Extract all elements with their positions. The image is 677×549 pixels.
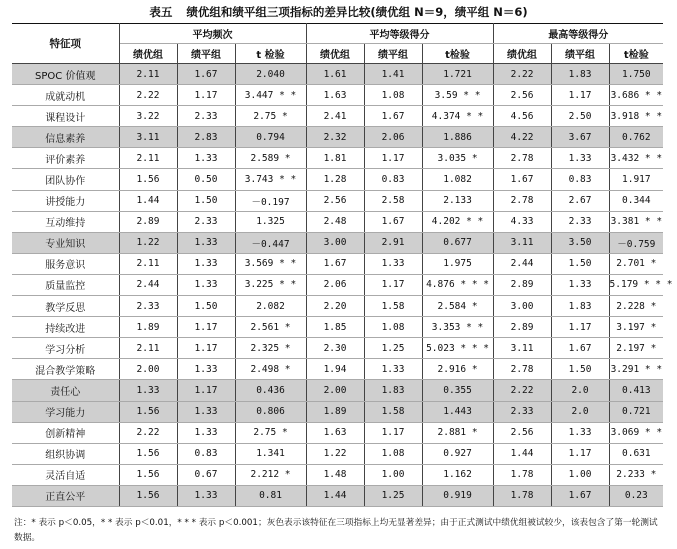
table-cell: 2.33 [177,106,235,127]
table-cell: 2.33 [493,401,551,422]
table-row [12,422,663,443]
table-cell: 3.069 * * [609,422,663,443]
table-cell: 1.67 [306,253,364,274]
table-cell: 2.56 [306,190,364,211]
table-cell: 2.197 * [609,338,663,359]
table-cell: 1.44 [493,443,551,464]
table-cell: 1.00 [551,464,609,485]
table-cell: 1.17 [551,85,609,106]
table-cell: 3.569 * * [235,253,306,274]
table-cell: 3.447 * * [235,85,306,106]
table-cell: 1.341 [235,443,306,464]
table-cell: 0.83 [551,169,609,190]
table-cell: 2.44 [119,274,177,295]
table-cell: 2.701 * [609,253,663,274]
table-cell: 1.67 [551,338,609,359]
table-cell: 1.67 [364,211,422,232]
table-row [12,443,663,464]
table-cell: 0.413 [609,380,663,401]
table-cell: 2.78 [493,190,551,211]
table-cell: 2.589 * [235,148,306,169]
table-cell: 1.22 [119,232,177,253]
table-cell: 0.721 [609,401,663,422]
feature-name: SPOC 价值观 [12,64,119,85]
table-cell: 2.881 * [422,422,493,443]
table-cell: 3.67 [551,127,609,148]
table-cell: 1.67 [364,106,422,127]
table-cell: 1.94 [306,359,364,380]
table-cell: 3.00 [493,296,551,317]
table-cell: 1.63 [306,85,364,106]
table-cell: 1.17 [364,422,422,443]
table-cell: 0.762 [609,127,663,148]
group-header: 平均频次 [119,24,306,44]
table-cell: 2.48 [306,211,364,232]
table-cell: 1.58 [364,401,422,422]
table-cell: －0.197 [235,190,306,211]
table-cell: 2.082 [235,296,306,317]
subcolumn-header: 绩优组 [493,44,551,64]
table-cell: 1.443 [422,401,493,422]
table-cell: 1.50 [177,296,235,317]
table-cell: 0.631 [609,443,663,464]
table-row [12,296,663,317]
feature-name: 团队协作 [12,169,119,190]
table-row [12,85,663,106]
table-cell: 1.17 [177,317,235,338]
table-cell: 1.33 [177,274,235,295]
table-cell: 1.89 [119,317,177,338]
feature-name: 持续改进 [12,317,119,338]
table-cell: 1.28 [306,169,364,190]
table-cell: －0.759 [609,232,663,253]
group-header: 最高等级得分 [493,24,663,44]
table-cell: 1.17 [177,338,235,359]
table-cell: 1.81 [306,148,364,169]
feature-name: 专业知识 [12,232,119,253]
table-cell: 0.83 [177,443,235,464]
table-cell: 1.33 [364,253,422,274]
table-cell: 3.225 * * [235,274,306,295]
table-cell: 2.56 [493,85,551,106]
table-cell: 2.89 [119,211,177,232]
table-cell: 1.33 [364,359,422,380]
table-row [12,485,663,506]
table-cell: 2.233 * [609,464,663,485]
table-cell: 0.919 [422,485,493,506]
table-cell: 1.750 [609,64,663,85]
table-row [12,338,663,359]
table-cell: 1.721 [422,64,493,85]
table-cell: 1.67 [551,485,609,506]
subcolumn-header: 绩平组 [551,44,609,64]
table-cell: 2.325 * [235,338,306,359]
table-cell: 1.17 [364,274,422,295]
table-cell: 1.58 [364,296,422,317]
table-cell: 1.67 [177,64,235,85]
table-row [12,106,663,127]
table-cell: 1.17 [177,85,235,106]
table-cell: 1.33 [177,359,235,380]
table-cell: 2.06 [306,274,364,295]
table-cell: －0.447 [235,232,306,253]
table-cell: 2.228 * [609,296,663,317]
comparison-table [12,23,673,507]
table-cell: 1.56 [119,169,177,190]
table-cell: 2.0 [551,380,609,401]
table-row [12,380,663,401]
table-cell: 1.83 [551,64,609,85]
subcolumn-header: 绩平组 [177,44,235,64]
table-cell: 1.17 [551,317,609,338]
table-cell: 0.677 [422,232,493,253]
feature-name: 互动维持 [12,211,119,232]
table-cell: 0.50 [177,169,235,190]
table-cell: 1.25 [364,485,422,506]
table-cell: 1.78 [493,485,551,506]
feature-name: 成就动机 [12,85,119,106]
table-cell: 1.325 [235,211,306,232]
table-cell: 2.22 [493,380,551,401]
table-cell: 1.56 [119,464,177,485]
table-cell: 1.22 [306,443,364,464]
subcolumn-header: 绩平组 [364,44,422,64]
table-row [12,169,663,190]
table-cell: 2.33 [177,211,235,232]
table-row [12,64,663,85]
table-row [12,190,663,211]
table-cell: 1.33 [551,274,609,295]
table-cell: 1.33 [177,148,235,169]
feature-name: 讲授能力 [12,190,119,211]
table-caption [0,3,677,21]
table-cell: 3.00 [306,232,364,253]
table-cell: 0.67 [177,464,235,485]
table-cell: 2.67 [551,190,609,211]
table-cell: 2.30 [306,338,364,359]
table-cell: 2.91 [364,232,422,253]
table-cell: 3.197 * [609,317,663,338]
table-cell: 1.082 [422,169,493,190]
table-cell: 3.11 [493,338,551,359]
table-cell: 2.75 * [235,106,306,127]
table-cell: 2.83 [177,127,235,148]
table-cell: 2.212 * [235,464,306,485]
table-cell: 2.32 [306,127,364,148]
table-cell: 3.743 * * [235,169,306,190]
table-cell: 3.432 * * [609,148,663,169]
feature-name: 灵活自适 [12,464,119,485]
table-cell: 0.436 [235,380,306,401]
table-row [12,127,663,148]
table-cell: 2.58 [364,190,422,211]
subcolumn-header: t 检验 [235,44,306,64]
table-cell: 1.886 [422,127,493,148]
table-cell: 2.11 [119,338,177,359]
table-cell: 1.162 [422,464,493,485]
table-cell: 1.67 [493,169,551,190]
table-cell: 1.975 [422,253,493,274]
feature-name: 组织协调 [12,443,119,464]
table-cell: 1.44 [306,485,364,506]
table-cell: 2.22 [493,64,551,85]
table-cell: 2.11 [119,253,177,274]
table-cell: 1.50 [551,359,609,380]
table-cell: 1.56 [119,401,177,422]
table-cell: 4.22 [493,127,551,148]
table-cell: 2.33 [551,211,609,232]
table-row [12,464,663,485]
table-cell: 1.83 [551,296,609,317]
feature-name: 质量监控 [12,274,119,295]
table-cell: 2.561 * [235,317,306,338]
feature-name: 混合教学策略 [12,359,119,380]
table-cell: 2.0 [551,401,609,422]
feature-name: 创新精神 [12,422,119,443]
subcolumn-header: 绩优组 [119,44,177,64]
table-number: 表五 [149,5,173,19]
table-cell: 1.33 [119,380,177,401]
table-row [12,359,663,380]
table-row [12,148,663,169]
table-cell: 0.927 [422,443,493,464]
subcolumn-header: 绩优组 [306,44,364,64]
table-cell: 4.876 * * * [422,274,493,295]
table-cell: 1.56 [119,443,177,464]
table-cell: 0.806 [235,401,306,422]
table-cell: 0.794 [235,127,306,148]
table-cell: 1.50 [177,190,235,211]
table-row [12,317,663,338]
table-row [12,274,663,295]
table-cell: 1.41 [364,64,422,85]
table-cell: 2.50 [551,106,609,127]
table-cell: 1.61 [306,64,364,85]
feature-name: 评价素养 [12,148,119,169]
table-cell: 3.22 [119,106,177,127]
table-cell: 2.133 [422,190,493,211]
table-cell: 2.41 [306,106,364,127]
header-row-groups [12,24,663,44]
table-cell: 1.08 [364,317,422,338]
table-cell: 2.040 [235,64,306,85]
table-cell: 0.83 [364,169,422,190]
group-header: 平均等级得分 [306,24,493,44]
feature-column-header: 特征项 [12,24,119,64]
table-cell: 1.33 [551,148,609,169]
table-footnote: 注：* 表示 p＜0.05，* * 表示 p＜0.01，* * * 表示 p＜0.001；灰色表示该特征在三项指标上均无显著差异；由于正式测试中绩优组被试较少，该表包含了第一轮测试数据。 [14,518,658,543]
table-cell: 3.50 [551,232,609,253]
table-cell: 2.33 [119,296,177,317]
table-cell: 2.89 [493,317,551,338]
table-cell: 1.08 [364,443,422,464]
subcolumn-header: t检验 [609,44,663,64]
feature-name: 责任心 [12,380,119,401]
table-cell: 1.78 [493,464,551,485]
table-cell: 4.374 * * [422,106,493,127]
table-cell: 2.78 [493,359,551,380]
table-cell: 2.00 [306,380,364,401]
table-cell: 3.11 [493,232,551,253]
table-cell: 2.44 [493,253,551,274]
table-cell: 2.00 [119,359,177,380]
table-row [12,253,663,274]
table-cell: 2.11 [119,64,177,85]
table-cell: 1.08 [364,85,422,106]
table-cell: 2.22 [119,422,177,443]
table-cell: 2.75 * [235,422,306,443]
subcolumn-header: t检验 [422,44,493,64]
table-cell: 1.50 [551,253,609,274]
feature-name: 课程设计 [12,106,119,127]
table-cell: 3.59 * * [422,85,493,106]
table-cell: 0.355 [422,380,493,401]
feature-name: 学习分析 [12,338,119,359]
table-cell: 3.035 * [422,148,493,169]
feature-name: 服务意识 [12,253,119,274]
feature-name: 信息素养 [12,127,119,148]
table-cell: 2.916 * [422,359,493,380]
table-cell: 1.33 [177,232,235,253]
table-cell: 0.23 [609,485,663,506]
table-cell: 2.11 [119,148,177,169]
table-cell: 1.33 [551,422,609,443]
table-cell: 2.20 [306,296,364,317]
table-cell: 2.78 [493,148,551,169]
table-cell: 0.344 [609,190,663,211]
table-cell: 1.17 [177,380,235,401]
table-cell: 2.498 * [235,359,306,380]
table-cell: 3.381 * * [609,211,663,232]
table-cell: 3.686 * * [609,85,663,106]
table-cell: 1.83 [364,380,422,401]
table-cell: 1.48 [306,464,364,485]
table-cell: 1.25 [364,338,422,359]
feature-name: 教学反思 [12,296,119,317]
table-cell: 3.353 * * [422,317,493,338]
table-cell: 3.291 * * [609,359,663,380]
table-cell: 3.918 * * [609,106,663,127]
feature-name: 学习能力 [12,401,119,422]
table-cell: 2.06 [364,127,422,148]
table-cell: 4.202 * * [422,211,493,232]
table-cell: 3.11 [119,127,177,148]
table-cell: 4.33 [493,211,551,232]
table-cell: 1.33 [177,253,235,274]
table-cell: 1.00 [364,464,422,485]
table-cell: 1.917 [609,169,663,190]
table-body [12,64,673,507]
table-cell: 2.22 [119,85,177,106]
table-title: 绩优组和绩平组三项指标的差异比较(绩优组 N＝9，绩平组 N＝6) [186,5,528,19]
table-cell: 4.56 [493,106,551,127]
table-cell: 1.33 [177,485,235,506]
table-cell: 0.81 [235,485,306,506]
table-cell: 1.33 [177,422,235,443]
table-cell: 1.17 [551,443,609,464]
table-cell: 5.179 * * * [609,274,663,295]
table-cell: 1.63 [306,422,364,443]
feature-name: 正直公平 [12,485,119,506]
table-cell: 2.56 [493,422,551,443]
table-cell: 1.89 [306,401,364,422]
table-cell: 5.023 * * * [422,338,493,359]
table-cell: 1.56 [119,485,177,506]
table-cell: 2.584 * [422,296,493,317]
table-cell: 1.44 [119,190,177,211]
table-row [12,401,663,422]
table-cell: 1.17 [364,148,422,169]
table-cell: 2.89 [493,274,551,295]
table-row [12,232,663,253]
table-row [12,211,663,232]
table-cell: 1.85 [306,317,364,338]
table-cell: 1.33 [177,401,235,422]
